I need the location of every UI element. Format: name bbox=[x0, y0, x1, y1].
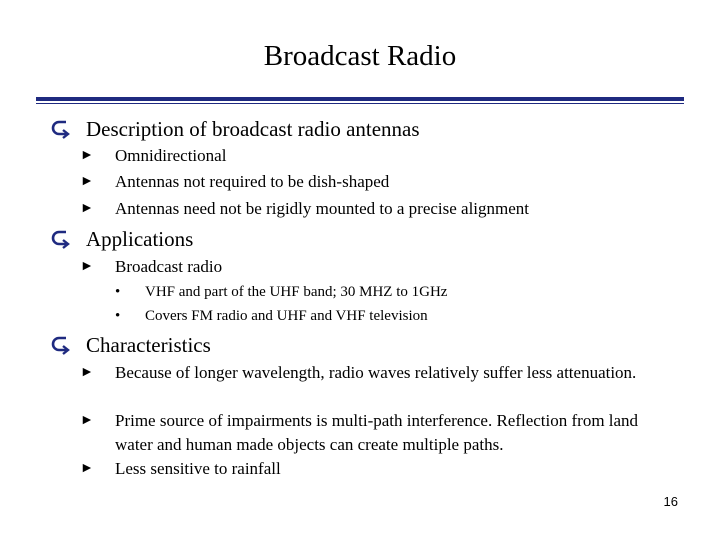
list-item-text: Antennas not required to be dish-shaped bbox=[115, 172, 390, 191]
list-item-text: Less sensitive to rainfall bbox=[115, 459, 281, 478]
bullet-arrow: ► bbox=[80, 259, 94, 274]
list-item-text: Omnidirectional bbox=[115, 146, 227, 165]
title-underline-thin bbox=[36, 103, 684, 104]
curved-arrow-icon bbox=[50, 226, 72, 252]
slide-title: Broadcast Radio bbox=[263, 40, 457, 72]
bullet-dot: • bbox=[115, 308, 121, 324]
list-item-text: Prime source of impairments is multi-path interference. Reflection from land water and human made objects can create multiple paths. bbox=[115, 411, 639, 454]
bullet-arrow: ► bbox=[80, 365, 94, 380]
title-underline bbox=[36, 97, 684, 101]
bullet-arrow: ► bbox=[80, 174, 94, 189]
bullet-arrow: ► bbox=[80, 148, 94, 163]
sub-list-item-text: VHF and part of the UHF band; 30 MHZ to 1GHz bbox=[145, 284, 448, 300]
section-heading-text: Description of broadcast radio antennas bbox=[86, 117, 420, 141]
section-heading-text: Applications bbox=[86, 227, 194, 251]
list-item-text: Antennas need not be rigidly mounted to a precise alignment bbox=[115, 199, 530, 218]
curved-arrow-icon bbox=[50, 116, 72, 142]
curved-arrow-icon bbox=[50, 332, 72, 358]
list-item-text: Broadcast radio bbox=[115, 257, 223, 276]
bullet-arrow: ► bbox=[80, 413, 94, 428]
bullet-dot: • bbox=[115, 284, 121, 300]
section-heading-text: Characteristics bbox=[86, 333, 211, 357]
bullet-arrow: ► bbox=[80, 461, 94, 476]
sub-list-item-text: Covers FM radio and UHF and VHF television bbox=[145, 308, 428, 324]
page-number: 16 bbox=[663, 494, 678, 509]
list-item-text: Because of longer wavelength, radio waves relatively suffer less attenuation. bbox=[115, 363, 637, 382]
bullet-arrow: ► bbox=[80, 201, 94, 216]
